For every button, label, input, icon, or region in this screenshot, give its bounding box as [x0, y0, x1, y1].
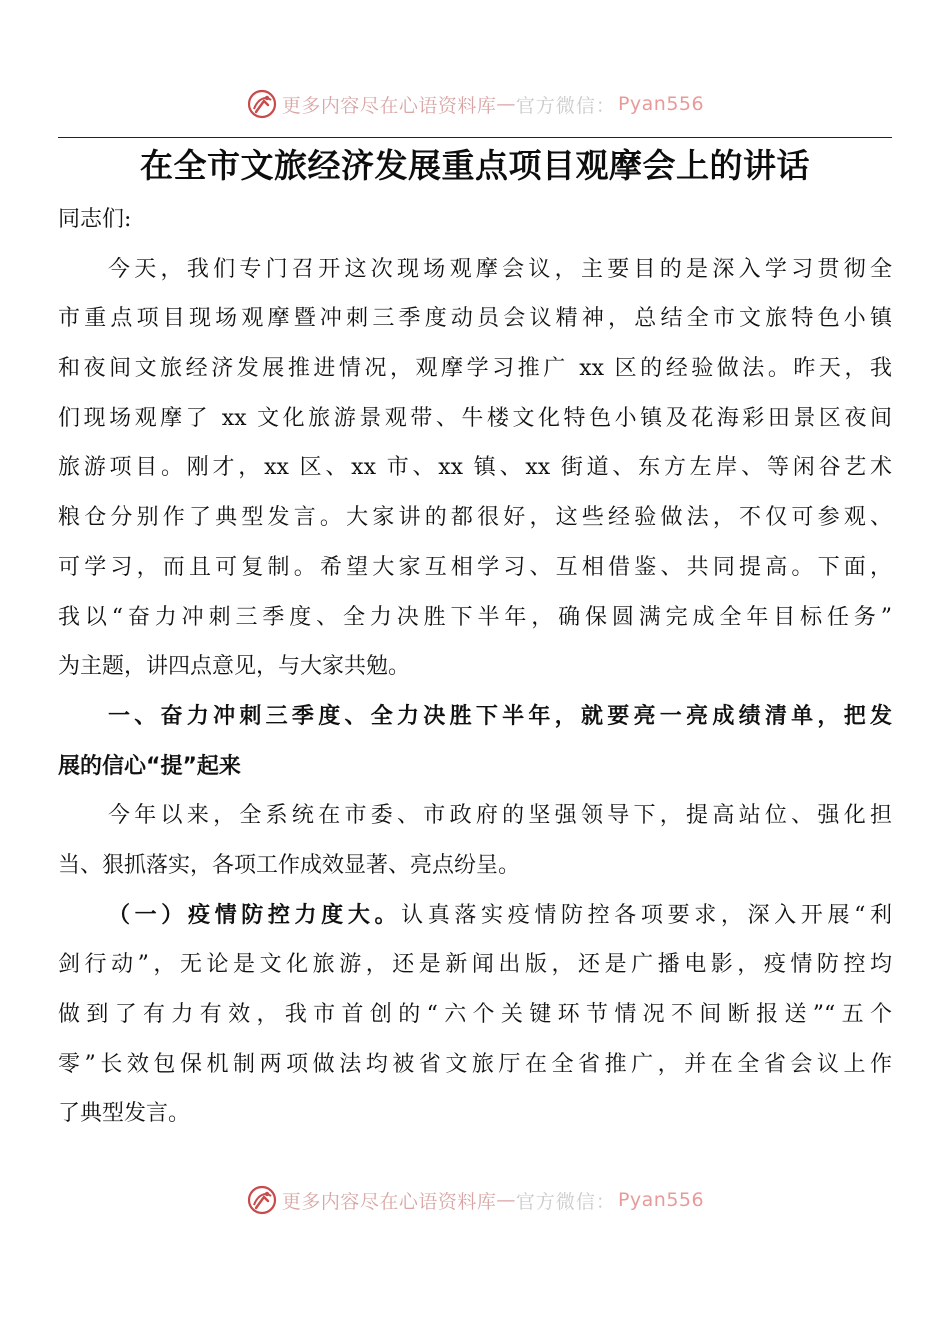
brand-logo-icon: [246, 1184, 278, 1216]
watermark-library-text: 更多内容尽在心语资料库: [281, 94, 497, 117]
paragraph-line: 可学习，而且可复制。希望大家互相学习、互相借鉴、共同提高。下面，: [58, 554, 892, 580]
watermark-dash: —: [496, 93, 516, 115]
paragraph-line: 为主题，讲四点意见，与大家共勉。: [58, 654, 411, 680]
paragraph-line: 了典型发言。: [58, 1101, 191, 1127]
watermark-dash: —: [496, 1189, 516, 1211]
watermark-library-text: 更多内容尽在心语资料库: [281, 1190, 497, 1213]
paragraph-line: 今年以来，全系统在市委、市政府的坚强领导下，提高站位、强化担: [108, 803, 892, 829]
document-title: 在全市文旅经济发展重点项目观摩会上的讲话: [140, 146, 810, 185]
paragraph-text: 认真落实疫情防控各项要求，深入开展“利: [401, 902, 892, 928]
paragraph-line: 们现场观摩了 xx 文化旅游景观带、牛楼文化特色小镇及花海彩田景区夜间: [58, 405, 892, 431]
paragraph-line: 我以“奋力冲刺三季度、全力决胜下半年，确保圆满完成全年目标任务”: [58, 604, 892, 630]
watermark-wechat-id: Pyan556: [617, 1189, 705, 1211]
paragraph-line: 和夜间文旅经济发展推进情况，观摩学习推广 xx 区的经验做法。昨天，我: [58, 356, 892, 382]
paragraph-line: 市重点项目现场观摩暨冲刺三季度动员会议精神，总结全市文旅特色小镇: [58, 306, 892, 332]
header-rule: [58, 137, 892, 138]
section-heading-line: 一、奋力冲刺三季度、全力决胜下半年，就要亮一亮成绩清单，把发: [108, 703, 892, 729]
paragraph-line: [58, 891, 892, 941]
paragraph-line: 今天，我们专门召开这次现场观摩会议，主要目的是深入学习贯彻全: [108, 256, 892, 282]
paragraph-line: 旅游项目。刚才，xx 区、xx 市、xx 镇、xx 街道、东方左岸、等闲谷艺术: [58, 455, 892, 481]
brand-logo-icon: [246, 88, 278, 120]
document-body: [58, 195, 892, 1139]
watermark-bottom: [0, 1180, 950, 1220]
paragraph-line: 粮仓分别作了典型发言。大家讲的都很好，这些经验做法，不仅可参观、: [58, 505, 892, 531]
watermark-wechat-label: 官方微信：: [515, 1190, 616, 1213]
subheading-lead: （一）疫情防控力度大。: [108, 902, 402, 928]
paragraph-line: 剑行动”，无论是文化旅游，还是新闻出版，还是广播电影，疫情防控均: [58, 952, 892, 978]
paragraph-line: 当、狠抓落实，各项工作成效显著、亮点纷呈。: [58, 852, 521, 878]
watermark-top: [0, 84, 950, 124]
section-heading-line: 展的信心“提”起来: [58, 753, 241, 779]
watermark-wechat-id: Pyan556: [617, 93, 705, 115]
paragraph-line: 零”长效包保机制两项做法均被省文旅厅在全省推广，并在全省会议上作: [58, 1051, 892, 1077]
salutation: 同志们:: [58, 207, 132, 232]
paragraph-line: 做到了有力有效，我市首创的“六个关键环节情况不间断报送”“五个: [58, 1002, 892, 1027]
watermark-wechat-label: 官方微信：: [515, 94, 616, 117]
